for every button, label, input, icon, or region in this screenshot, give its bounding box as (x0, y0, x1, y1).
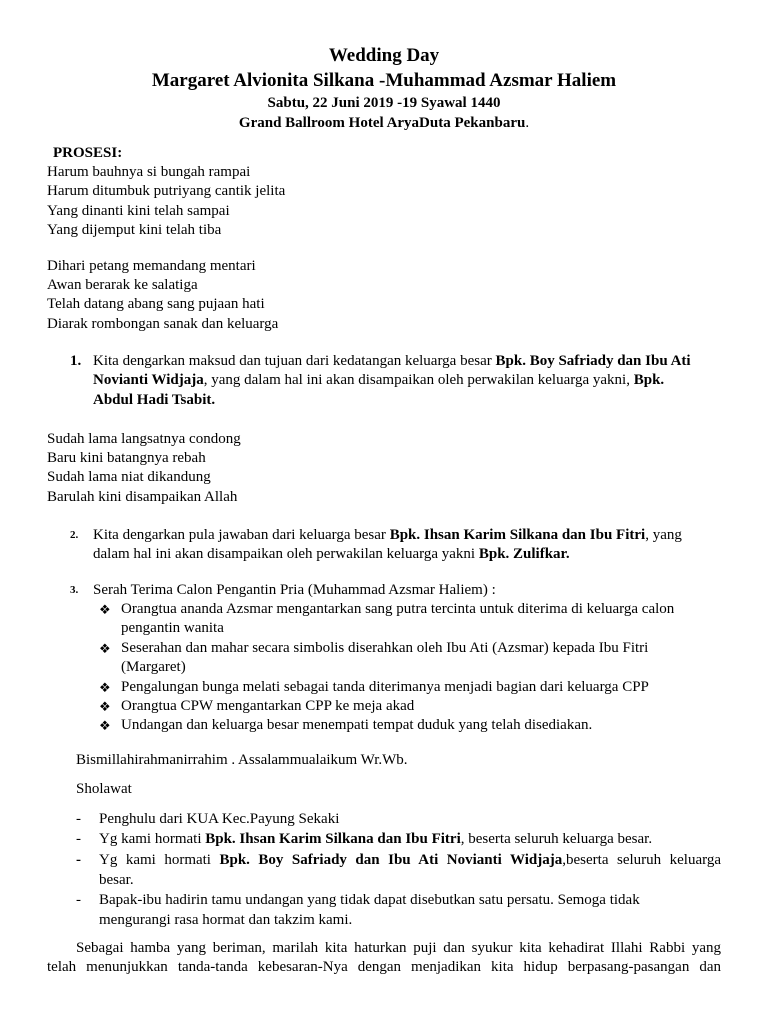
list-number-3: 3. (70, 584, 79, 596)
item1-bold-name: Bpk. Boy Safriady dan Ibu Ati (495, 353, 691, 369)
bullet-text: (Margaret) (121, 659, 186, 675)
item1-bold-name: Bpk. (633, 372, 665, 388)
bullet-text: Orangtua ananda Azsmar mengantarkan sang putra tercinta untuk diterima di keluarga calon (121, 601, 675, 617)
document-title: Wedding Day (328, 45, 440, 66)
diamond-bullet-icon: ❖ (99, 602, 111, 617)
item1-line1 (93, 352, 691, 371)
dash-item (99, 851, 721, 870)
dash-text: Yg kami hormati (99, 852, 220, 868)
dash-bullet: - (76, 811, 81, 827)
poem-line: Sudah lama langsatnya condong (47, 431, 241, 447)
item1-text: . (211, 392, 216, 408)
poem-line: Awan berarak ke salatiga (47, 277, 198, 293)
item2-text: Kita dengarkan pula jawaban dari keluarga besar (93, 527, 390, 543)
dash-bullet: - (76, 892, 81, 908)
poem-line: Harum bauhnya si bungah rampai (47, 164, 251, 180)
dash-bullet: - (76, 831, 81, 847)
poem-line: Yang dinanti kini telah sampai (47, 203, 230, 219)
venue-period: . (525, 115, 530, 131)
poem-line: Baru kini batangnya rebah (47, 450, 206, 466)
poem-line: Barulah kini disampaikan Allah (47, 489, 238, 505)
dash-item-continued: mengurangi rasa hormat dan takzim kami. (99, 912, 353, 928)
item2-bold-name: Bpk. Ihsan Karim Silkana dan Ibu Fitri (389, 527, 646, 543)
diamond-bullet-icon: ❖ (99, 699, 111, 714)
item1-bold-name: Abdul Hadi Tsabit (93, 392, 212, 408)
bullet-text: Seserahan dan mahar secara simbolis diserahkan oleh Ibu Ati (Azsmar) kepada Ibu Fitri (121, 640, 649, 656)
event-date: Sabtu, 22 Juni 2019 -19 Syawal 1440 (267, 95, 501, 111)
item2-text: . (565, 546, 570, 562)
item1-line2 (93, 371, 664, 390)
dash-text: ,beserta seluruh keluarga (562, 852, 722, 868)
item2-line1 (93, 526, 682, 545)
bullet-text: Undangan dan keluarga besar menempati tempat duduk yang telah disediakan. (121, 717, 593, 733)
list-number-2: 2. (70, 529, 79, 541)
closing-paragraph-line1: Sebagai hamba yang beriman, marilah kita haturkan puji dan syukur kita kehadirat Illahi Rabbi yang (76, 940, 721, 956)
opening-greeting: Bismillahirahmanirrahim . Assalammualaikum Wr.Wb. (76, 752, 408, 768)
poem-line: Telah datang abang sang pujaan hati (47, 296, 265, 312)
poem-line: Sudah lama niat dikandung (47, 469, 211, 485)
diamond-bullet-icon: ❖ (99, 641, 111, 656)
bullet-text: pengantin wanita (121, 620, 224, 636)
item1-text: Kita dengarkan maksud dan tujuan dari kedatangan keluarga besar (93, 353, 496, 369)
item2-line2 (93, 545, 570, 564)
bullet-text: Orangtua CPW mengantarkan CPP ke meja akad (121, 698, 415, 714)
poem-line: Yang dijemput kini telah tiba (47, 222, 222, 238)
dash-bold-name: Bpk. Ihsan Karim Silkana dan Ibu Fitri (205, 831, 461, 847)
poem-line: Diarak rombongan sanak dan keluarga (47, 316, 279, 332)
dash-item (99, 830, 652, 849)
item3-title: Serah Terima Calon Pengantin Pria (Muhammad Azsmar Haliem) : (93, 582, 496, 598)
item2-bold-name: Bpk. Zulifkar (478, 546, 566, 562)
event-venue-line (0, 114, 768, 133)
diamond-bullet-icon: ❖ (99, 680, 111, 695)
dash-item: Bapak-ibu hadirin tamu undangan yang tidak dapat disebutkan satu persatu. Semoga tidak (99, 892, 640, 908)
dash-item-continued: besar. (99, 872, 134, 888)
couple-names: Margaret Alvionita Silkana -Muhammad Azsmar Haliem (151, 70, 617, 91)
diamond-bullet-icon: ❖ (99, 718, 111, 733)
item2-text: dalam hal ini akan disampaikan oleh perwakilan keluarga yakni (93, 546, 479, 562)
prosesi-heading: PROSESI: (53, 145, 123, 161)
poem-line: Dihari petang memandang mentari (47, 258, 256, 274)
dash-bullet: - (76, 852, 81, 868)
dash-bold-name: Bpk. Boy Safriady dan Ibu Ati Novianti Widjaja (219, 852, 563, 868)
bullet-text: Pengalungan bunga melati sebagai tanda diterimanya menjadi bagian dari keluarga CPP (121, 679, 649, 695)
event-venue: Grand Ballroom Hotel AryaDuta Pekanbaru (238, 115, 526, 131)
closing-paragraph-line2: telah menunjukkan tanda-tanda kebesaran-Nya dengan menjadikan kita hidup berpasang-pasangan dan (47, 959, 721, 975)
item1-bold-name: Novianti Widjaja (93, 372, 204, 388)
item1-text: , yang dalam hal ini akan disampaikan oleh perwakilan keluarga yakni, (203, 372, 634, 388)
item1-line3 (93, 391, 215, 410)
item2-text: , yang (645, 527, 682, 543)
dash-text: , beserta seluruh keluarga besar. (460, 831, 653, 847)
sholawat-label: Sholawat (76, 781, 132, 797)
dash-item: Penghulu dari KUA Kec.Payung Sekaki (99, 811, 340, 827)
list-number-1: 1. (70, 353, 82, 369)
dash-text: Yg kami hormati (99, 831, 206, 847)
poem-line: Harum ditumbuk putriyang cantik jelita (47, 183, 286, 199)
